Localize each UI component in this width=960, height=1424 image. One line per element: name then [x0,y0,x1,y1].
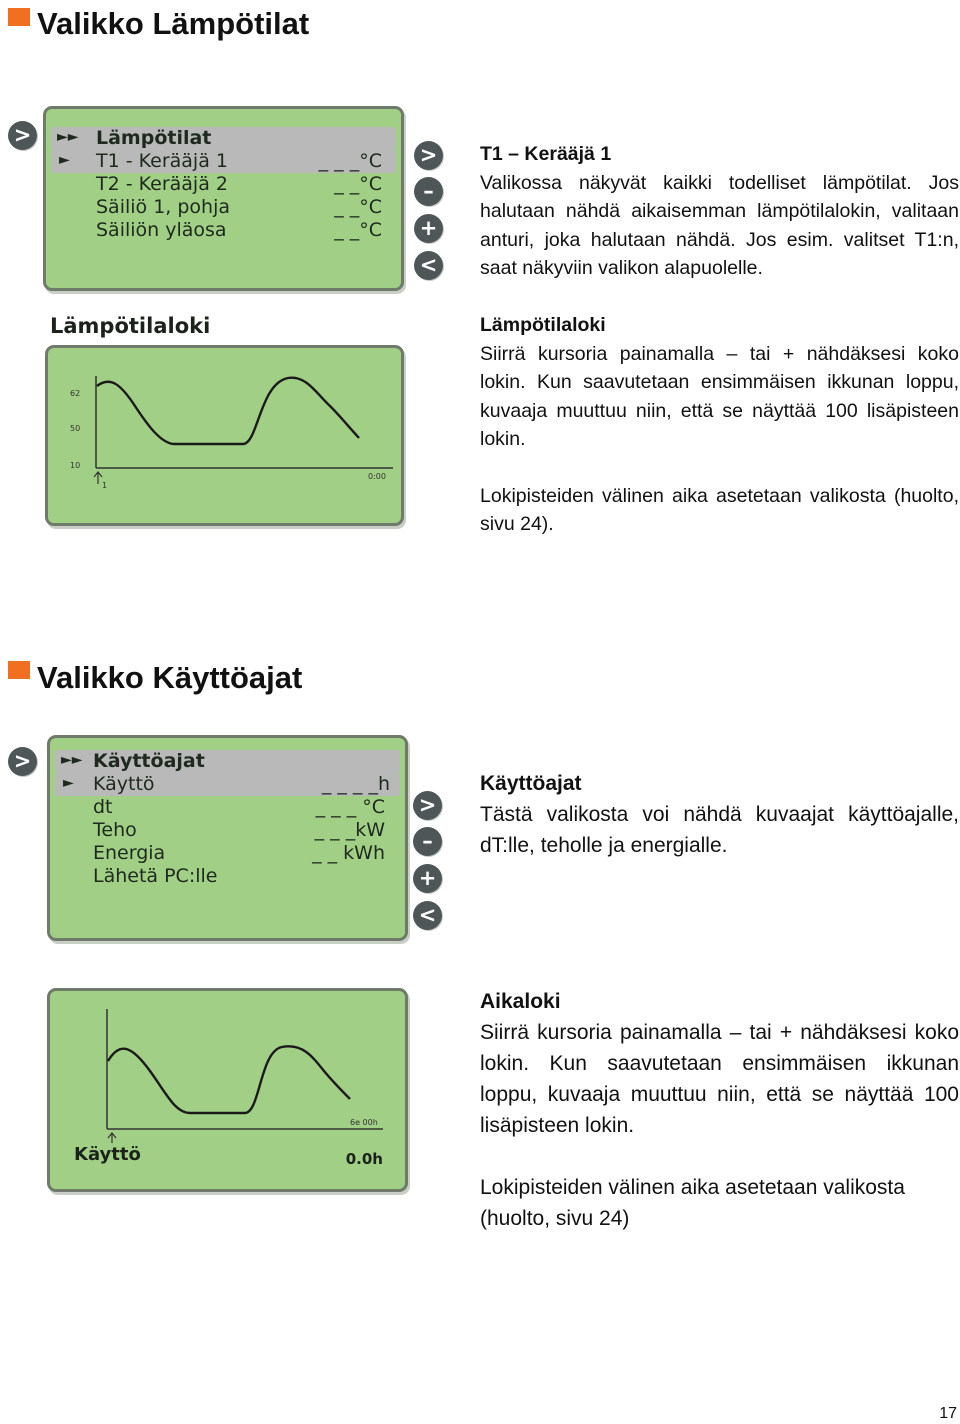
menu-row[interactable] [50,796,405,819]
menu-row-value: _ _°C [334,173,382,195]
back-button[interactable]: < [414,251,443,280]
page-number: 17 [939,1405,957,1422]
plus-button[interactable]: + [413,864,442,893]
temp-log-screen [45,345,404,526]
menu-row-label: Energia [93,842,166,864]
menu-row-value: _ _°C [334,219,382,241]
text-body: Siirrä kursoria painamalla – tai + nähdäksesi koko lokin. Kun saavutetaan ensimmäisen ikkunan loppu, kuvaaja muuttuu niin, että se näyttää 100 lisäpisteen lokin. [480,342,959,450]
cursor-arrow-icon: ► [59,152,70,168]
temps-text-2 [480,311,959,539]
menu-row-selected[interactable] [55,773,400,796]
menu-row-value: _ _°C [334,196,382,218]
section-marker-temps [8,8,30,26]
section-title-hours: Valikko Käyttöajat [37,660,303,695]
cursor-arrow-icon: ► [63,775,74,791]
menu-row-label: Lähetä PC:lle [93,865,218,887]
next-button-left[interactable]: > [8,121,37,150]
section-marker-hours [8,661,30,679]
double-arrow-icon: ►► [57,129,79,145]
text-heading: Aikaloki [480,990,561,1013]
temp-log-title: Lämpötilaloki [50,314,211,338]
menu-heading-row [51,127,396,150]
menu-row-label: dt [93,796,113,818]
menu-heading: Lämpötilat [96,127,212,149]
text-body-2: Lokipisteiden välinen aika asetetaan valikosta (huolto, sivu 24). [480,484,959,535]
menu-row[interactable] [46,196,401,219]
minus-button[interactable]: – [413,827,442,856]
menu-row-value: _ _ kWh [312,842,385,864]
menu-row[interactable] [46,219,401,242]
text-body: Siirrä kursoria painamalla – tai + nähdäksesi koko lokin. Kun saavutetaan ensimmäisen ikkunan loppu, kuvaaja muuttuu niin, että se näyttää 100 lisäpisteen lokin. [480,1021,959,1137]
hours-text-2 [480,986,959,1234]
y-tick-label: 10 [70,461,81,470]
cursor-marker [108,1133,116,1143]
menu-row[interactable] [50,819,405,842]
text-body-2: Lokipisteiden välinen aika asetetaan valikosta (huolto, sivu 24) [480,1176,905,1230]
x-end-label: 6e 00h [350,1118,378,1127]
temp-curve [97,378,359,444]
menu-row-label: Käyttö [93,773,155,795]
back-button[interactable]: < [413,901,442,930]
temps-menu-screen [43,106,404,291]
runtime-value: 0.0h [345,1150,383,1168]
menu-row-label: T1 - Kerääjä 1 [96,150,228,172]
temp-log-graph [48,348,401,523]
hours-text-1 [480,768,959,861]
x-end-label: 0:00 [368,472,386,481]
runtime-label: Käyttö [74,1144,141,1165]
runtime-curve [108,1046,350,1113]
menu-row[interactable] [50,865,405,888]
cursor-marker [94,472,102,484]
plus-button[interactable]: + [414,214,443,243]
y-tick-label: 50 [70,424,81,433]
y-tick-label: 62 [70,389,81,398]
menu-row-value: _ _ _kW [314,819,385,841]
text-body: Tästä valikosta voi nähdä kuvaajat käyttöajalle, dT:lle, teholle ja energialle. [480,803,959,857]
next-button[interactable]: > [413,791,442,820]
menu-heading: Käyttöajat [93,750,205,772]
menu-row-label: Teho [93,819,137,841]
next-button[interactable]: > [414,141,443,170]
hours-log-screen [47,988,408,1192]
menu-row-label: Säiliön yläosa [96,219,227,241]
text-heading: T1 – Kerääjä 1 [480,143,612,165]
next-button-left[interactable]: > [8,747,37,776]
text-body: Valikossa näkyvät kaikki todelliset lämpötilat. Jos halutaan nähdä aikaisemman lämpötilalokin, valitaan anturi, joka halutaan nähdä. Jos esim. valitset T1:n, saat näkyviin valikon alapuolelle. [480,171,959,279]
menu-row-value: _ _ _ _h [321,773,390,795]
menu-row-label: Säiliö 1, pohja [96,196,231,218]
menu-row-value: _ _ _°C [318,150,382,172]
menu-row-value: _ _ _ °C [315,796,385,818]
menu-row-label: T2 - Kerääjä 2 [96,173,228,195]
menu-row-selected[interactable] [51,150,396,173]
menu-heading-row [55,750,400,773]
double-arrow-icon: ►► [61,752,83,768]
hours-menu-screen [47,735,408,941]
menu-row[interactable] [50,842,405,865]
cursor-label: 1 [102,481,108,490]
menu-row[interactable] [46,173,401,196]
section-title-temps: Valikko Lämpötilat [37,6,310,41]
text-heading: Lämpötilaloki [480,314,606,336]
minus-button[interactable]: – [414,177,443,206]
temps-text-1 [480,140,959,283]
text-heading: Käyttöajat [480,772,582,795]
